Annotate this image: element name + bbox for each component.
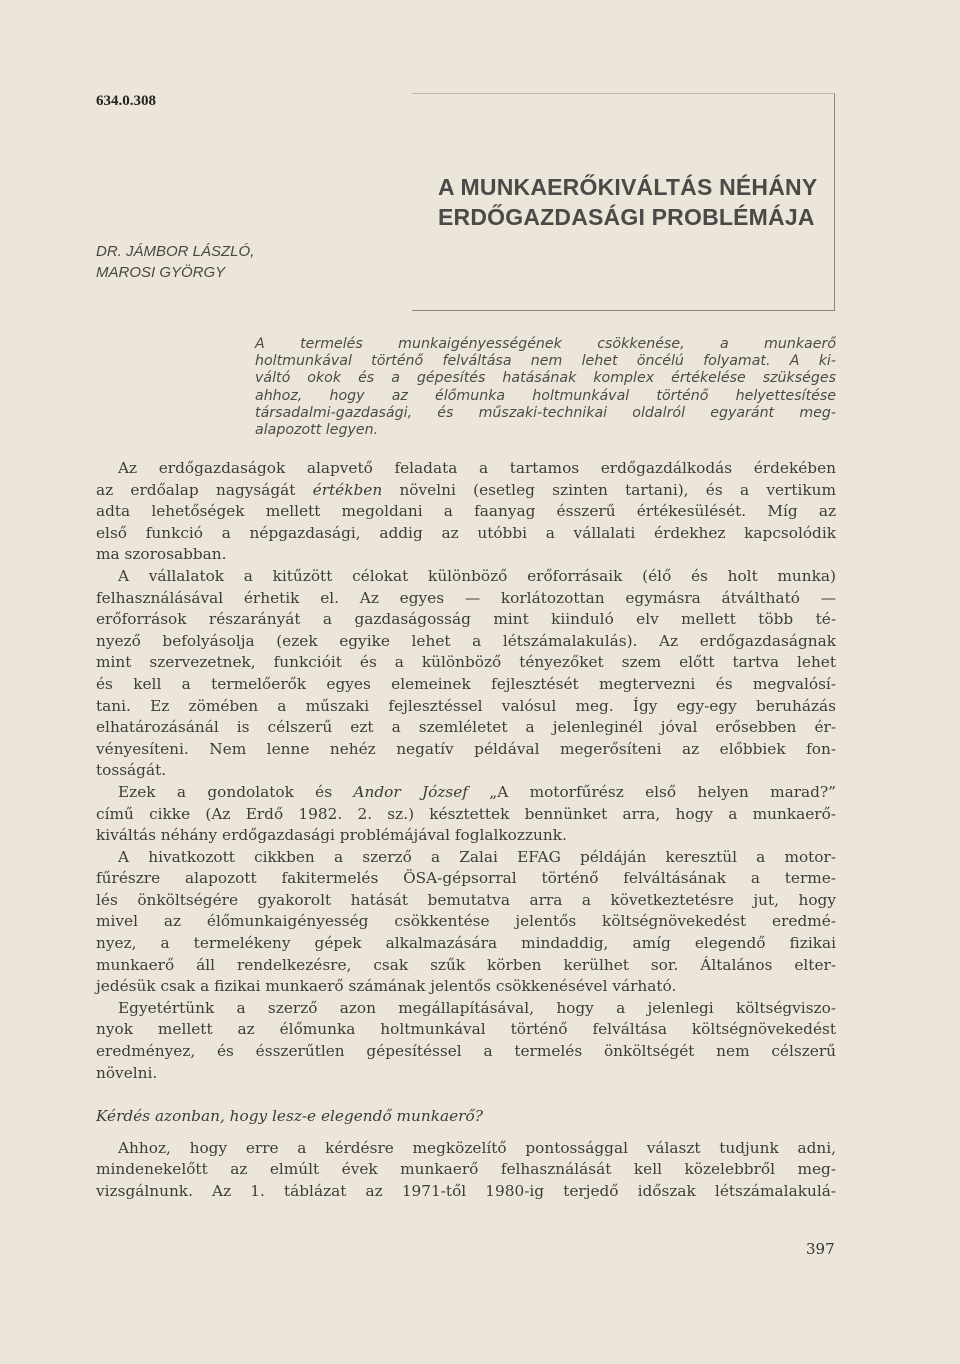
abstract-line: ahhoz, hogy az élőmunka holtmunkával történő helyettesítése xyxy=(255,387,836,404)
body-line: fűrészre alapozott fakitermelés ÖSA-gépsorral történő felváltásának a terme- xyxy=(96,869,836,888)
body-line: erőforrások részarányát a gazdaságosság mint kiinduló elv mellett több té- xyxy=(96,610,836,629)
body-line: A hivatkozott cikkben a szerző a Zalai EFAG példáján keresztül a motor- xyxy=(118,847,836,866)
authors xyxy=(96,241,254,283)
abstract-line: A termelés munkaigényességének csökkenése, a munkaerő xyxy=(255,336,836,352)
body-line: növelni. xyxy=(96,1063,158,1082)
text-run: Ezek a gondolatok és xyxy=(118,782,354,801)
body-line: nyez, a termelékeny gépek alkalmazására mindaddig, amíg elegendő fizikai xyxy=(96,934,836,953)
body-line: felhasználásával érhetik el. Az egyes — korlátozottan egymásra átváltható — xyxy=(96,588,836,607)
text-run: az erdőalap nagyságát xyxy=(96,480,313,499)
body-line: kiváltás néhány erdőgazdasági problémájával foglalkozzunk. xyxy=(96,826,567,845)
body-line: mint szervezetnek, funkcióit és a különböző tényezőket szem előtt tartva lehet xyxy=(96,653,836,672)
body-line: elhatározásánál is célszerű ezt a szemléletet a jelenleginél jóval erősebben ér- xyxy=(96,718,836,737)
text-run: „A motorfűrész első helyen marad?” xyxy=(467,782,836,801)
page-number: 397 xyxy=(806,1240,835,1258)
abstract xyxy=(255,336,836,439)
author: MAROSI GYÖRGY xyxy=(96,264,226,281)
body-line: ma szorosabban. xyxy=(96,545,227,564)
spacer xyxy=(96,1128,836,1138)
body-line: első funkció a népgazdasági, addig az utóbbi a vállalati érdekhez kapcsolódik xyxy=(96,523,836,542)
text-run: növelni (esetleg szinten tartani), és a vertikum xyxy=(382,480,836,499)
author-reference: Andor József xyxy=(353,782,468,801)
body-line: munkaerő áll rendelkezésre, csak szűk körben kerülhet sor. Általános elter- xyxy=(96,955,836,974)
author: DR. JÁMBOR LÁSZLÓ, xyxy=(96,243,255,260)
title-line: A MUNKAERŐKIVÁLTÁS NÉHÁNY xyxy=(438,174,818,200)
emphasis: értékben xyxy=(312,480,383,499)
body-line: vizsgálnunk. Az 1. táblázat az 1971-től 1980-ig terjedő időszak létszámalakulá- xyxy=(96,1182,836,1200)
body-line: lés önköltségére gyakorolt hatását bemutatva arra a következtetésre jut, hogy xyxy=(96,890,836,909)
section-subheading: Kérdés azonban, hogy lesz-e elegendő munkaerő? xyxy=(96,1107,483,1126)
body-line: és kell a termelőerők egyes elemeinek fejlesztését megtervezni és megvalósí- xyxy=(96,674,836,693)
body-line: A vállalatok a kitűzött célokat különböző erőforrásaik (élő és holt munka) xyxy=(118,566,836,585)
body-line: vényesíteni. Nem lenne nehéz negatív példával megerősíteni az előbbiek fon- xyxy=(96,739,836,758)
body-line: mivel az élőmunkaigényesség csökkentése jelentős költségnövekedést eredmé- xyxy=(96,912,836,931)
body-line: tani. Ez zömében a műszaki fejlesztéssel valósul meg. Így egy-egy beruházás xyxy=(96,696,836,715)
abstract-line: társadalmi-gazdasági, és műszaki-technikai oldalról egyaránt meg- xyxy=(255,404,836,421)
body-line: című cikke (Az Erdő 1982. 2. sz.) késztettek bennünket arra, hogy a munkaerő- xyxy=(96,804,836,823)
article-title xyxy=(438,172,817,232)
body-line: tosságát. xyxy=(96,761,167,780)
title-line: ERDŐGAZDASÁGI PROBLÉMÁJA xyxy=(438,204,815,230)
abstract-line: alapozott legyen. xyxy=(255,422,379,439)
body-line: adta lehetőségek mellett megoldani a faanyag ésszerű értékesülését. Míg az xyxy=(96,502,836,521)
body-line: Egyetértünk a szerző azon megállapításával, hogy a jelenlegi költségviszo- xyxy=(118,998,836,1017)
body-line: nyező befolyásolja (ezek egyike lehet a létszámalakulás). Az erdőgazdaságnak xyxy=(96,631,836,650)
shelfmark: 634.0.308 xyxy=(96,93,156,109)
article-body xyxy=(96,458,836,1203)
body-line: eredményez, és ésszerűtlen gépesítéssel a termelés önköltségét nem célszerű xyxy=(96,1042,836,1061)
body-line xyxy=(96,480,836,502)
abstract-line: váltó okok és a gépesítés hatásának komplex értékelése szükséges xyxy=(255,370,836,387)
abstract-line: holtmunkával történő felváltása nem lehet öncélú folyamat. A ki- xyxy=(255,353,836,370)
body-line xyxy=(96,782,836,804)
body-line: jedésük csak a fizikai munkaerő számának jelentős csökkenésével várható. xyxy=(96,977,677,996)
body-line: mindenekelőtt az elmúlt évek munkaerő felhasználását kell közelebbről meg- xyxy=(96,1160,836,1179)
spacer xyxy=(96,1084,836,1106)
body-line: Az erdőgazdaságok alapvető feladata a tartamos erdőgazdálkodás érdekében xyxy=(118,459,836,477)
body-line: nyok mellett az élőmunka holtmunkával történő felváltása költségnövekedést xyxy=(96,1020,836,1039)
body-line: Ahhoz, hogy erre a kérdésre megközelítő pontossággal választ tudjunk adni, xyxy=(118,1138,836,1157)
